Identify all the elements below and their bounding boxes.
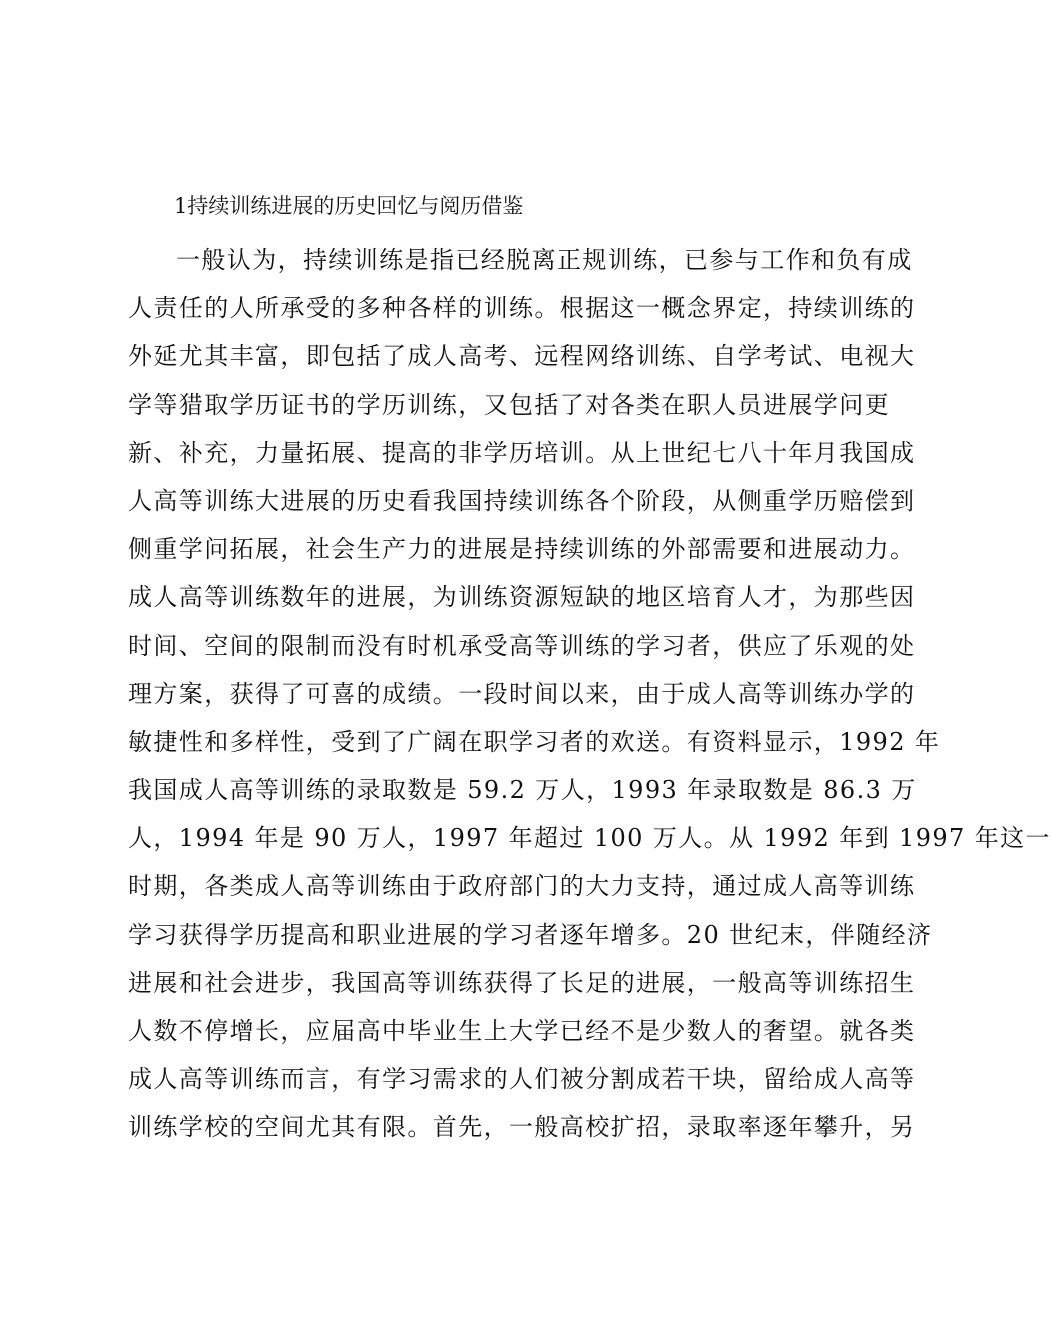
paragraph-line: 新、补充，力量拓展、提高的非学历培训。从上世纪七八十年月我国成: [128, 438, 916, 467]
paragraph-line: 人高等训练大进展的历史看我国持续训练各个阶段，从侧重学历赔偿到: [128, 486, 916, 515]
paragraph-line: 学习获得学历提高和职业进展的学习者逐年增多。20 世纪末，伴随经济: [128, 920, 933, 949]
body-paragraph: [128, 236, 1051, 1152]
paragraph-line: 人数不停增长，应届高中毕业生上大学已经不是少数人的奢望。就各类: [128, 1017, 916, 1045]
paragraph-line: 时间、空间的限制而没有时机承受高等训练的学习者，供应了乐观的处: [128, 631, 916, 660]
paragraph-line: 我国成人高等训练的录取数是 59.2 万人，1993 年录取数是 86.3 万: [128, 776, 917, 805]
paragraph-line: 人责任的人所承受的多种各样的训练。根据这一概念界定，持续训练的: [128, 294, 916, 323]
paragraph-line: 侧重学问拓展，社会生产力的进展是持续训练的外部需要和进展动力。: [128, 535, 916, 564]
paragraph-line: 人，1994 年是 90 万人，1997 年超过 100 万人。从 1992 年到 1997 年这一: [128, 824, 1051, 853]
paragraph-line: 进展和社会进步，我国高等训练获得了长足的进展，一般高等训练招生: [128, 968, 916, 997]
section-heading: 1持续训练进展的历史回忆与阅历借鉴: [174, 194, 524, 218]
paragraph-line: 外延尤其丰富，即包括了成人高考、远程网络训练、自学考试、电视大: [128, 342, 916, 371]
paragraph-line: 成人高等训练数年的进展，为训练资源短缺的地区培育人才，为那些因: [128, 583, 916, 612]
paragraph-line: 训练学校的空间尤其有限。首先，一般高校扩招，录取率逐年攀升，另: [128, 1113, 916, 1142]
paragraph-line: 理方案，获得了可喜的成绩。一段时间以来，由于成人高等训练办学的: [128, 679, 916, 708]
paragraph-line: 时期，各类成人高等训练由于政府部门的大力支持，通过成人高等训练: [128, 872, 916, 901]
paragraph-line: 成人高等训练而言，有学习需求的人们被分割成若干块，留给成人高等: [128, 1065, 916, 1094]
paragraph-line: 敏捷性和多样性，受到了广阔在职学习者的欢送。有资料显示，1992 年: [128, 727, 941, 756]
paragraph-line: 学等猎取学历证书的学历训练，又包括了对各类在职人员进展学问更: [128, 390, 890, 419]
paragraph-line: 一般认为，持续训练是指已经脱离正规训练，已参与工作和负有成: [176, 246, 913, 274]
